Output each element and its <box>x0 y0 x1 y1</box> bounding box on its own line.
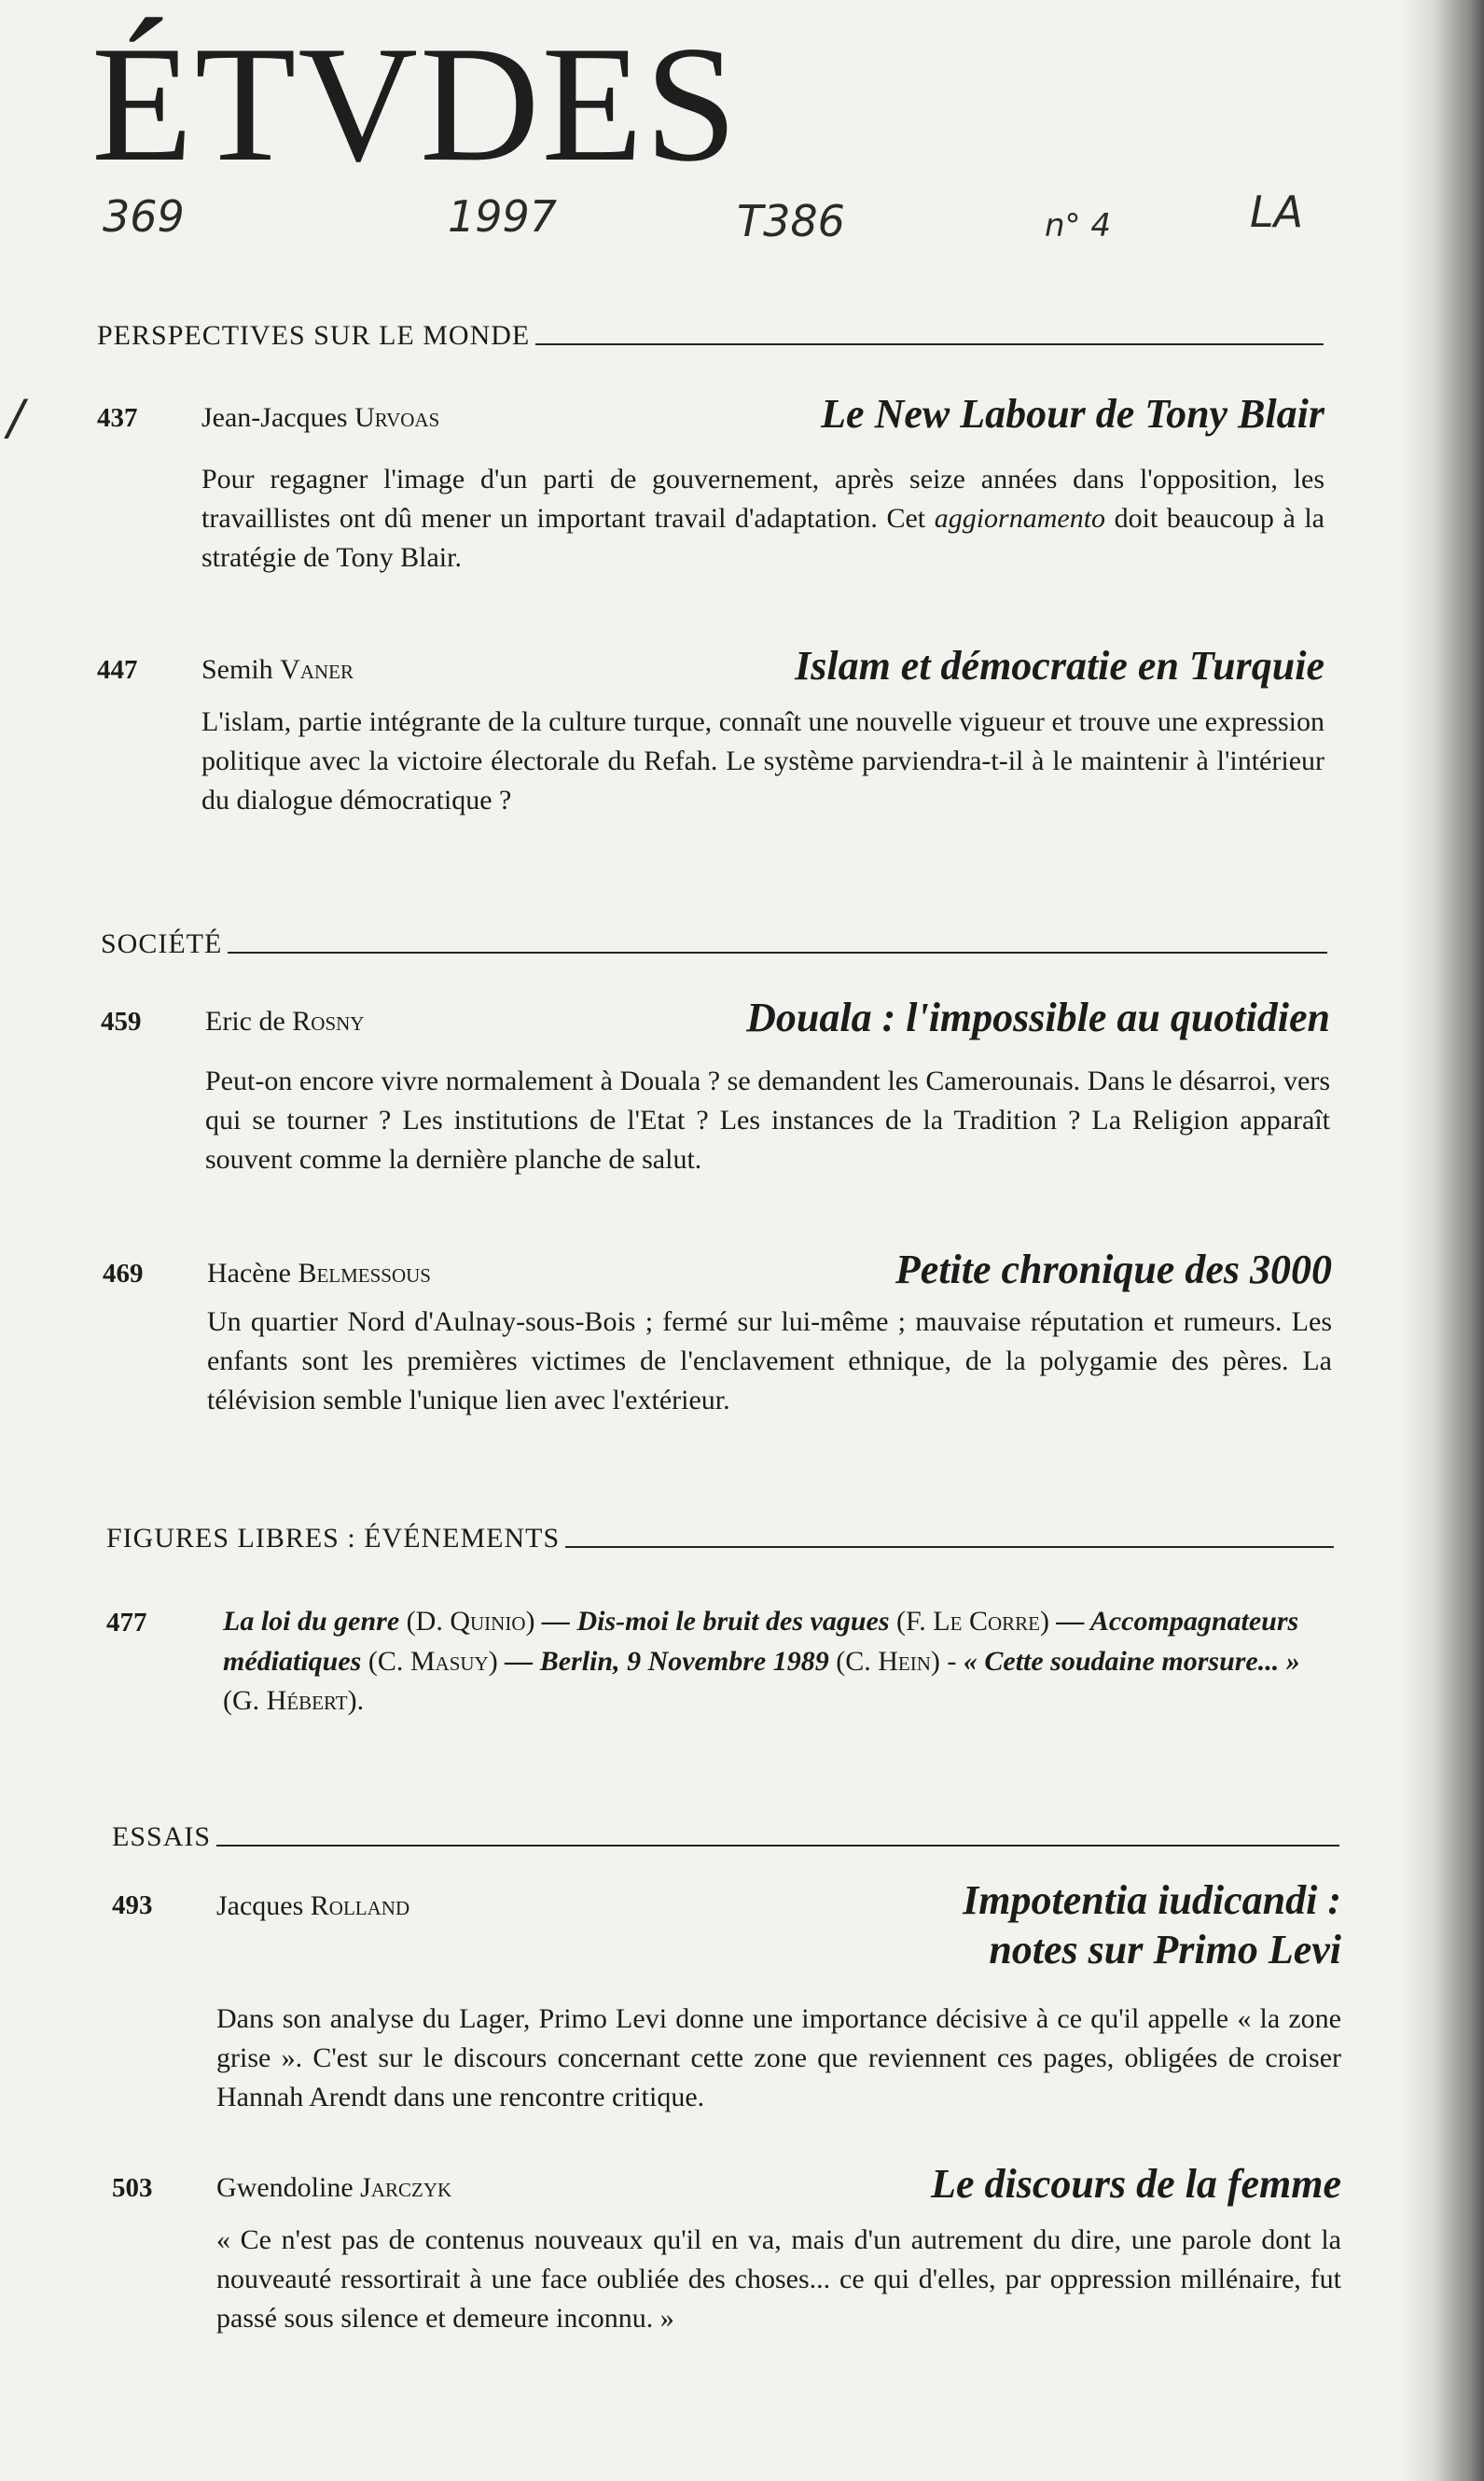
free-item-separator: . <box>356 1685 365 1717</box>
entry-page-number: 459 <box>101 1007 142 1037</box>
author-first: Jean-Jacques <box>201 402 348 433</box>
toc-entry <box>112 2157 1341 2338</box>
section-heading-label: ESSAIS <box>112 1821 212 1852</box>
entry-page-number: 493 <box>112 1890 153 1920</box>
toc-entry <box>112 1877 1341 2117</box>
free-item-separator: — <box>1048 1606 1090 1637</box>
entry-abstract <box>201 460 1325 578</box>
section-rule <box>216 1845 1339 1847</box>
author-first: Eric de <box>205 1006 285 1037</box>
free-item-title: Dis-moi le bruit des vagues <box>576 1606 890 1637</box>
free-item-separator: - <box>939 1645 964 1677</box>
entry-author <box>201 402 439 434</box>
section-rule <box>565 1546 1334 1548</box>
entry-title-line: Impotentia iudicandi : <box>963 1877 1341 1924</box>
entry-title <box>963 1876 1341 1975</box>
handnote-margin-mark: / <box>7 390 24 446</box>
author-last: Vaner <box>280 654 354 685</box>
entry-page-number: 447 <box>97 655 138 685</box>
author-last: Jarczyk <box>360 2172 452 2203</box>
free-item-title: Berlin, 9 Novembre 1989 <box>539 1645 829 1677</box>
entry-author <box>201 654 354 686</box>
section-heading-label: SOCIÉTÉ <box>101 928 223 959</box>
entry-title: Douala : l'impossible au quotidien <box>746 995 1330 1041</box>
free-item-author-last: Hébert <box>266 1685 348 1717</box>
handnote-year: 1997 <box>448 191 558 242</box>
section-heading-essais <box>112 1821 1339 1853</box>
free-entry-text: La loi du genre (D. Quinio) — Dis-moi le bruit des vagues (F. Le Corre) — Accompagnateurs médiatiques (C. Masuy) — Berlin, 9 Novembre 1989 (C. Hein) - « Cette soudaine morsure... » (G. Hébert). <box>223 1606 1300 1717</box>
section-rule <box>535 343 1324 345</box>
entry-page-number: 469 <box>103 1259 144 1289</box>
entry-author <box>207 1258 431 1289</box>
free-item-separator: — <box>497 1645 540 1677</box>
toc-entry <box>97 387 1325 578</box>
author-first: Gwendoline <box>216 2172 354 2203</box>
entry-abstract: « Ce n'est pas de contenus nouveaux qu'il en va, mais d'un autrement du dire, une parole dont la nouveauté ressortirait à une face oubliée des choses... ce qui d'elles, par oppression millénaire, fut passé sous silence et demeure inconnu. » <box>216 2224 1341 2334</box>
section-heading-label: FIGURES LIBRES : ÉVÉNEMENTS <box>106 1523 561 1554</box>
entry-abstract: Dans son analyse du Lager, Primo Levi donne une importance décisive à ce qu'il appelle « la zone grise ». C'est sur le discours concernant cette zone que reviennent ces pages, obligées de croiser Hannah Arendt dans une rencontre critique. <box>216 2003 1341 2112</box>
handnote-volume: 369 <box>103 191 185 242</box>
free-item-title: « Cette soudaine morsure... » <box>963 1645 1300 1677</box>
handnote-number: n° 4 <box>1045 207 1111 244</box>
toc-entry <box>97 639 1325 820</box>
author-first: Hacène <box>207 1258 291 1289</box>
free-item-author-first: C. <box>377 1645 404 1677</box>
entry-abstract: L'islam, partie intégrante de la culture turque, connaît une nouvelle vigueur et trouve une expression politique avec la victoire électorale du Refah. Le système parviendra-t-il à le maintenir à l'intérieur du dialogue démocratique ? <box>201 706 1325 815</box>
section-rule <box>228 952 1327 954</box>
free-item-author-first: D. <box>415 1606 443 1637</box>
abstract-text-end: doit beaucoup à la stratégie de Tony Blair. <box>201 503 1325 573</box>
entry-page-number: 503 <box>112 2173 153 2203</box>
entry-title: Le discours de la femme <box>931 2161 1341 2208</box>
free-item-author-last: Masuy <box>409 1645 489 1677</box>
entry-title-line: notes sur Primo Levi <box>989 1927 1341 1973</box>
free-item-author-first: F. <box>906 1606 926 1637</box>
handnote-tome: T386 <box>737 196 845 246</box>
author-last: Belmessous <box>298 1258 431 1289</box>
author-last: Urvoas <box>354 402 440 433</box>
entry-abstract: Un quartier Nord d'Aulnay-sous-Bois ; fermé sur lui-même ; mauvaise réputation et rumeurs. Les enfants sont les premières victimes de l'enclavement ethnique, de la polygamie des pères. La télévision semble l'unique lien avec l'extérieur. <box>207 1306 1332 1415</box>
free-item-title: La loi du genre <box>223 1606 400 1637</box>
section-heading-societe <box>101 928 1327 960</box>
author-first: Semih <box>201 654 273 685</box>
abstract-text: Pour regagner l'image d'un parti de gouvernement, après seize années dans l'opposition, les travaillistes ont dû mener un important travail d'adaptation. Cet <box>201 464 1325 534</box>
entry-title: Islam et démocratie en Turquie <box>795 643 1325 690</box>
free-item-author-first: G. <box>232 1685 260 1717</box>
author-last: Rolland <box>310 1890 410 1921</box>
entry-author <box>216 2172 451 2204</box>
section-heading-figures-libres <box>106 1523 1334 1554</box>
toc-entry <box>101 991 1330 1179</box>
entry-title: Petite chronique des 3000 <box>895 1247 1332 1293</box>
free-item-author-last: Quinio <box>450 1606 526 1637</box>
entry-title: Le New Labour de Tony Blair <box>821 391 1325 438</box>
free-item-separator: — <box>534 1606 577 1637</box>
handnote-code: LA <box>1250 187 1304 237</box>
toc-entry <box>103 1243 1332 1420</box>
toc-entry-free <box>106 1602 1336 1721</box>
entry-page-number: 477 <box>106 1608 147 1638</box>
section-heading-perspectives <box>97 320 1324 352</box>
entry-author <box>216 1890 409 1922</box>
author-last: Rosny <box>292 1006 365 1037</box>
author-first: Jacques <box>216 1890 304 1921</box>
section-heading-label: PERSPECTIVES SUR LE MONDE <box>97 320 531 351</box>
free-item-title: Accompagnateurs médiatiques <box>223 1606 1299 1677</box>
abstract-emphasis: aggiornamento <box>934 503 1106 534</box>
scan-shadow <box>1400 0 1484 2481</box>
entry-abstract: Peut-on encore vivre normalement à Douala ? se demandent les Camerounais. Dans le désarroi, vers qui se tourner ? Les institutions de l'Etat ? Les instances de la Tradition ? La Religion apparaît souvent comme la dernière planche de salut. <box>205 1066 1330 1175</box>
free-item-author-first: C. <box>845 1645 871 1677</box>
free-item-author-last: Hein <box>878 1645 931 1677</box>
free-item-author-last: Le Corre <box>933 1606 1040 1637</box>
journal-masthead: ÉTVDES <box>91 11 740 196</box>
entry-author <box>205 1006 364 1038</box>
entry-page-number: 437 <box>97 403 138 433</box>
